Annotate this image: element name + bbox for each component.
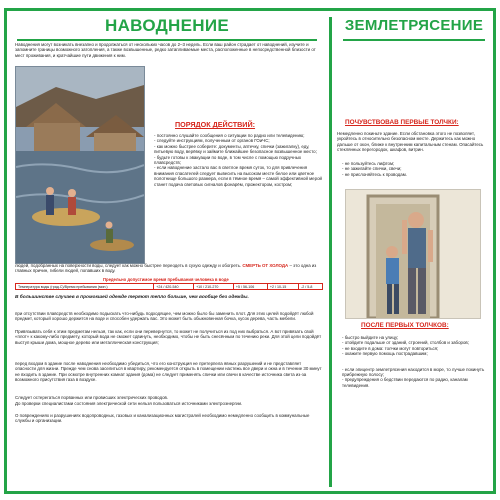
- flood-para-6: О повреждениях и разрушениях водопроводных, газовых и канализационных магистралей необходимо немедленно сообщить в коммунальные службы и организации.: [15, 413, 310, 424]
- flood-action-item: - если наводнение застало вас в светлое время суток, то для привлечения внимания спасателей следует вывесить на высоком месте белое или цветное полотнище большого размера, если в тёмное время – самой эффективной мерой станет подача световых сигналов фонарём, прожектором, костром;: [154, 165, 328, 187]
- quake-after-item: - предупреждения о бедствии передаются по радио, каналам телевидения.: [342, 377, 492, 388]
- flood-intro: Наводнения могут возникать внезапно и продолжаться от нескольких часов до 2–3 недель. Если ваш район страдает от наводнений, изучите и запомните границы возможного затопления, а также возвышенные, редко затапливаемые места, расположенные в непосредственной близости от мест проживания, и кратчайшие пути движения к ним.: [15, 42, 316, 58]
- quake-after-item: - не входите в дома: толчки могут повториться;: [342, 346, 492, 351]
- flood-actions-list: [149, 133, 328, 187]
- table-row: [16, 284, 323, 290]
- flood-para-2: Привязывать себя к этим предметам нельзя, так как, если они перевернутся, то может не получиться из под них выбраться. А вот привязать свой «плот» к какому-либо предмету, который вода не сможет сдвинуть, необходимо, чтобы не быть снесённым по течению реки. Для этой цели подойдёт выступ крыши дома, мощное дерево или металлическая конструкция;: [15, 329, 322, 345]
- water-time-table: [15, 283, 323, 290]
- table-cell: +10 / 210-270: [194, 284, 234, 290]
- quake-title: ЗЕМЛЕТРЯСЕНИЕ: [343, 13, 485, 41]
- cold-tail: – это одна из главных причин, гибели людей, попавших в воду.: [15, 263, 317, 274]
- flood-actions-heading: ПОРЯДОК ДЕЙСТВИЙ:: [175, 120, 256, 129]
- safety-poster: [4, 8, 496, 494]
- quake-after-item: - быстро выйдите на улицу;: [342, 335, 492, 340]
- quake-after-list: [337, 335, 492, 388]
- cold-warning: СМЕРТЬ ОТ ХОЛОДА: [242, 263, 289, 268]
- table-cell: Температура воды (град.С)/Время пребывания (мин.): [16, 284, 154, 290]
- quake-first-heading: ПОЧУВСТВОВАВ ПЕРВЫЕ ТОЛЧКИ:: [345, 119, 459, 126]
- flood-illustration: [16, 67, 144, 263]
- quake-first-item: - не зажигайте спички, свечи;: [342, 166, 492, 171]
- flood-action-item: - постоянно слушайте сообщения о ситуации по радио или телевидению;: [154, 133, 328, 138]
- flood-para-1: при отсутствии плавсредств необходимо подыскать что-нибудь подходящее, чем можно было бы заменить плот. Для этих целей подойдёт любой предмет, который хорошо держится на воде и способен удержать вас. Это может быть обыкновенная бочка, кусок дерева, часть мебели.: [15, 311, 314, 322]
- flood-action-item: - следуйте инструкциям, полученным от органов ГОиЧС;: [154, 138, 328, 143]
- quake-first-item: - не пользуйтесь лифтом;: [342, 161, 492, 166]
- quake-after-item: - окажите первую помощь пострадавшим;: [342, 351, 492, 356]
- quake-first-text: Немедленно покиньте здание. Если обстановка этого не позволяет, укройтесь в относительно безопасном месте. Держитесь как можно дальше от окон, ближе к внутренним капитальным стенам. Опасайтесь стеклянных перегородок, шкафов, витрин.: [337, 131, 484, 153]
- quake-first-item: - не прислоняйтесь к проводам.: [342, 172, 492, 177]
- table-cell: -2 / 5-8: [299, 284, 323, 290]
- people-text: людей, подобранных на поверхности воды, следует как можно быстрее переодеть в сухую одежду и обогреть.: [15, 263, 242, 268]
- flood-photo: [15, 66, 145, 264]
- quake-after-item: - отойдите подальше от зданий, строений, столбов и заборов;: [342, 340, 492, 345]
- quake-photo: [345, 189, 481, 319]
- quake-after-item: - если эпицентр землетрясения находится в море, то лучше покинуть прибрежную полосу;: [342, 367, 492, 378]
- flood-para-3: перед входом в здание после наводнения необходимо убедиться, что его конструкция не претерпела явных разрушений и не представляет опасности для жизни. Прежде чем снова заселиться в квартиру, рекомендуется открыть в помещении настежь все двери и окна и в течение 30 минут не входить в здание. При осмотре внутренних комнат здания (дома) не следует применять спички или свечи в качестве источника света из-за возможного присутствия газа в воздухе.: [15, 361, 322, 383]
- table-caption: Предельно допустимое время пребывания человека в воде: [103, 277, 229, 282]
- table-cell: +2 / 10-15: [267, 284, 298, 290]
- flood-italic-note: В большинстве случаев в промокшей одежде теряют тепло больше, чем вообще без одежды.: [15, 295, 249, 300]
- table-cell: +5 / 56-106: [233, 284, 267, 290]
- flood-para-5: До проверки специалистами состояния электрической сети нельзя пользоваться источниками электроэнергии.: [15, 401, 243, 406]
- flood-action-item: - будьте готовы к эвакуации по воде, в том числе с помощью подручных плавсредств;: [154, 155, 328, 166]
- table-cell: +24 / 420-540: [154, 284, 194, 290]
- quake-after-heading: ПОСЛЕ ПЕРВЫХ ТОЛЧКОВ:: [361, 322, 449, 329]
- quake-first-list: [337, 161, 492, 177]
- flood-para-4: Следует остерегаться порванных или провисших электрических проводов.: [15, 395, 169, 400]
- doorway-illustration: [346, 190, 480, 318]
- flood-action-item: - как можно быстрее соберите: документы, аптечку, спички (зажигалку), еду, питьевую воду, верёвку и займите ближайшее безопасное возвышенное место;: [154, 144, 328, 155]
- column-divider: [329, 17, 332, 487]
- flood-title: НАВОДНЕНИЕ: [17, 13, 317, 41]
- flood-people-text: [15, 263, 323, 274]
